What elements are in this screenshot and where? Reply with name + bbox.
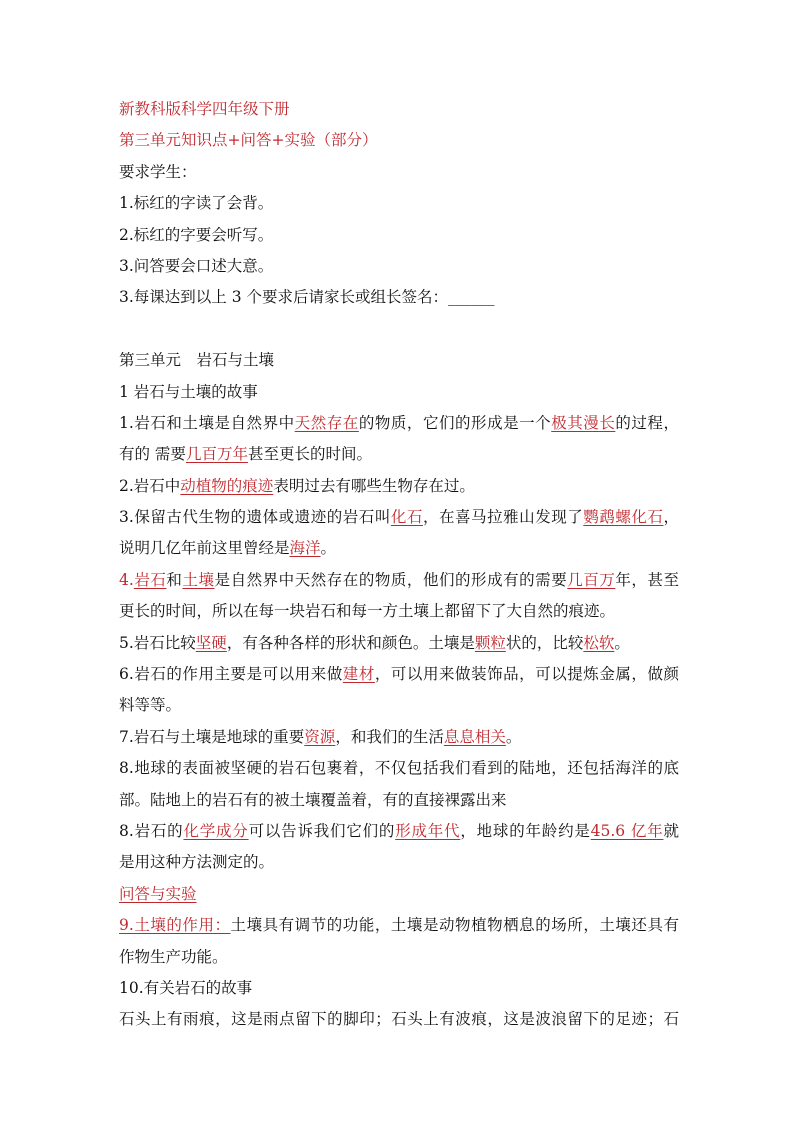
point-2: 2.岩石中动植物的痕迹表明过去有哪些生物存在过。 — [119, 476, 475, 495]
keyword: 动植物的痕迹 — [180, 476, 274, 495]
point-5: 5.岩石比较坚硬，有各种各样的形状和颜色。土壤是颗粒状的，比较松软。 — [119, 633, 630, 652]
keyword: 松软 — [583, 633, 615, 652]
keyword: 极其漫长 — [551, 413, 616, 432]
point-4-line-2: 更长的时间，所以在每一块岩石和每一方土壤上都留下了大自然的痕迹。 — [119, 602, 616, 621]
keyword: 资源 — [304, 727, 336, 746]
point-8a-line-2: 部。陆地上的岩石有的被土壤覆盖着，有的直接裸露出来 — [119, 790, 507, 809]
point-8a-line-1: 8.地球的表面被坚硬的岩石包裹着，不仅包括我们看到的陆地，还包括海洋的底 — [119, 759, 679, 778]
q10-line-1: 石头上有雨痕，这是雨点留下的脚印；石头上有波痕，这是波浪留下的足迹；石 — [119, 1010, 679, 1029]
point-1-line-2: 有的 需要几百万年甚至更长的时间。 — [119, 445, 372, 464]
keyword: 岩石 — [133, 570, 167, 589]
lesson-title: 1 岩石与土壤的故事 — [119, 382, 258, 401]
point-8b-line-2: 是用这种方法测定的。 — [119, 853, 275, 872]
keyword: 形成年代 — [395, 821, 461, 840]
keyword: 海洋 — [289, 539, 321, 558]
doc-subtitle: 第三单元知识点+问答+实验（部分） — [119, 131, 378, 150]
keyword: 几百万 — [567, 570, 616, 589]
q10-title: 10.有关岩石的故事 — [119, 978, 253, 997]
keyword: 建材 — [342, 665, 375, 684]
point-8b-line-1: 8.岩石的化学成分可以告诉我们它们的形成年代，地球的年龄约是45.6 亿年就 — [119, 821, 679, 840]
point-3-line-1: 3.保留古代生物的遗体或遗迹的岩石叫化石，在喜马拉雅山发现了鹦鹉螺化石， — [119, 508, 679, 527]
keyword: 化学成分 — [183, 821, 249, 840]
keyword: 坚硬 — [195, 633, 227, 652]
requirements-heading: 要求学生： — [119, 162, 197, 181]
keyword: 天然存在 — [294, 413, 359, 432]
point-3-line-2: 说明几亿年前这里曾经是海洋。 — [119, 539, 337, 558]
q9-line-1: 9.土壤的作用：土壤具有调节的功能，土壤是动物植物栖息的场所，土壤还具有 — [119, 916, 679, 935]
keyword: 土壤 — [182, 570, 215, 589]
point-4-line-1: 4.岩石和土壤是自然界中天然存在的物质，他们的形成有的需要几百万年，甚至 — [119, 570, 679, 589]
requirement-item: 3.问答要会口述大意。 — [119, 256, 274, 275]
keyword: 45.6 亿年 — [590, 821, 664, 840]
requirement-item: 1.标红的字读了会背。 — [119, 194, 274, 213]
keyword: 颗粒 — [474, 633, 506, 652]
requirement-item-signature: 3.每课达到以上 3 个要求后请家长或组长签名：______ — [119, 288, 495, 307]
doc-title: 新教科版科学四年级下册 — [119, 100, 290, 118]
qa-heading: 问答与实验 — [119, 884, 197, 903]
spacer — [119, 314, 679, 345]
q9-line-2: 作物生产功能。 — [119, 947, 228, 966]
point-6-line-1: 6.岩石的作用主要是可以用来做建材，可以用来做装饰品，可以提炼金属，做颜 — [119, 665, 679, 684]
keyword: 9.土壤的作用： — [119, 916, 231, 935]
keyword: 化石 — [390, 508, 423, 527]
keyword: 息息相关 — [443, 727, 506, 746]
point-6-line-2: 料等等。 — [119, 696, 182, 715]
document-page — [119, 94, 679, 1036]
keyword: 鹦鹉螺化石 — [583, 508, 664, 527]
unit-title: 第三单元 岩石与土壤 — [119, 351, 275, 370]
point-1-line-1: 1.岩石和土壤是自然界中天然存在的物质，它们的形成是一个极其漫长的过程， — [119, 413, 679, 432]
point-7: 7.岩石与土壤是地球的重要资源，和我们的生活息息相关。 — [119, 727, 522, 746]
requirement-item: 2.标红的字要会听写。 — [119, 225, 274, 244]
keyword: 几百万年 — [185, 445, 248, 464]
